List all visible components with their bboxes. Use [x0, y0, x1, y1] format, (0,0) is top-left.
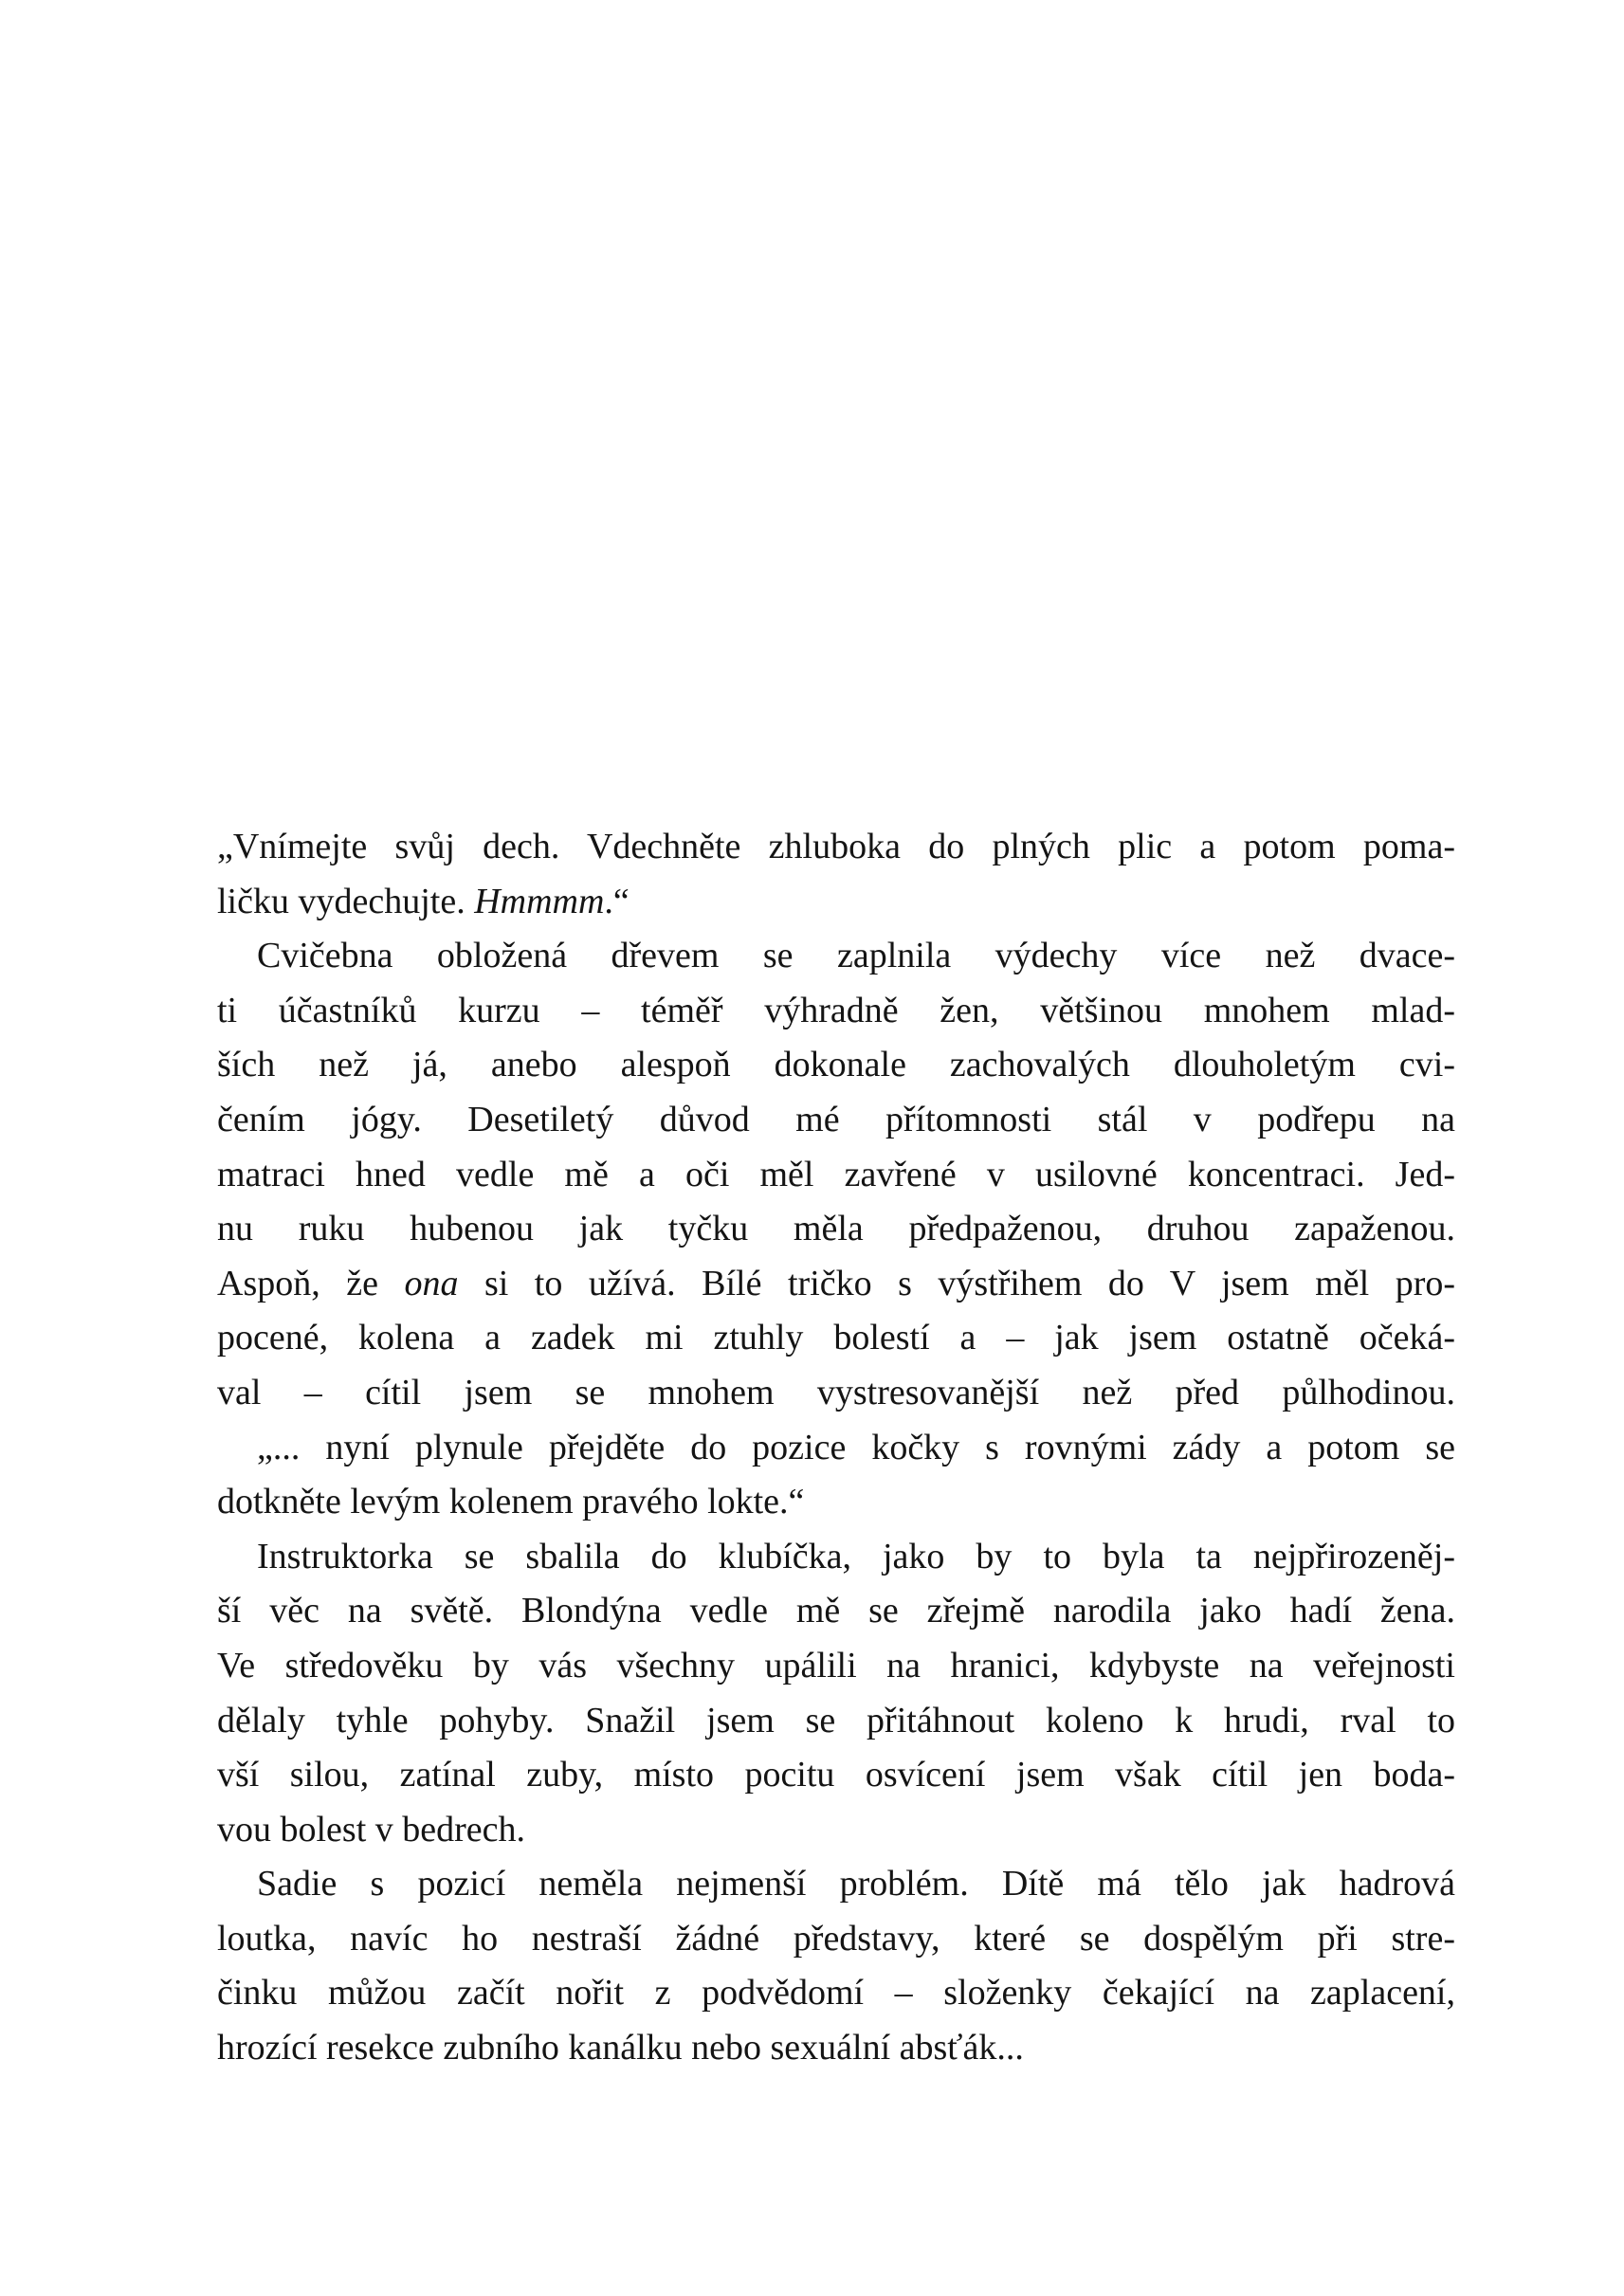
text-segment: matraci hned vedle mě a oči měl zavřené v usilovné koncentraci. Jed-	[217, 1154, 1455, 1194]
text-segment: Instruktorka se sbalila do klubíčka, jako by to byla ta nejpřirozeněj-	[257, 1536, 1455, 1576]
text-line	[217, 1038, 1455, 1093]
text-segment: vou bolest v bedrech.	[217, 1809, 526, 1850]
text-segment: val – cítil jsem se mnohem vystresovanější než před půlhodinou.	[217, 1372, 1455, 1412]
text-line	[217, 820, 1455, 875]
text-segment: „Vnímejte svůj dech. Vdechněte zhluboka do plných plic a potom poma-	[217, 827, 1455, 866]
text-line	[217, 1912, 1455, 1967]
text-line	[217, 1202, 1455, 1257]
text-segment: vší silou, zatínal zuby, místo pocitu osvícení jsem však cítil jen boda-	[217, 1755, 1455, 1795]
text-line	[217, 2021, 1455, 2076]
text-segment: ti účastníků kurzu – téměř výhradně žen, většinou mnohem mlad-	[217, 990, 1455, 1030]
text-line	[217, 1530, 1455, 1585]
text-line	[217, 1584, 1455, 1639]
text-segment: „... nyní plynule přejděte do pozice kočky s rovnými zády a potom se	[257, 1427, 1455, 1467]
text-line	[217, 1694, 1455, 1749]
paragraph	[217, 1421, 1455, 1530]
text-line	[217, 1093, 1455, 1148]
text-line	[217, 1257, 1455, 1312]
text-line	[217, 1366, 1455, 1421]
page-text	[217, 820, 1455, 2076]
italic-text-segment: Hmmmm	[474, 881, 605, 921]
text-segment: ší věc na světě. Blondýna vedle mě se zřejmě narodila jako hadí žena.	[217, 1591, 1455, 1631]
text-line	[217, 1857, 1455, 1912]
text-segment: dělaly tyhle pohyby. Snažil jsem se přitáhnout koleno k hrudi, rval to	[217, 1700, 1455, 1740]
text-segment: dotkněte levým kolenem pravého lokte.“	[217, 1482, 805, 1522]
text-segment: ličku vydechujte.	[217, 881, 475, 921]
text-line	[217, 984, 1455, 1039]
text-line	[217, 1639, 1455, 1694]
text-segment: loutka, navíc ho nestraší žádné představy, které se dospělým při stre-	[217, 1918, 1455, 1959]
text-segment: ších než já, anebo alespoň dokonale zachovalých dlouholetým cvi-	[217, 1045, 1455, 1085]
text-line	[217, 1748, 1455, 1803]
text-segment: nu ruku hubenou jak tyčku měla předpaženou, druhou zapaženou.	[217, 1209, 1455, 1249]
text-line	[217, 875, 1455, 930]
paragraph	[217, 1857, 1455, 2075]
paragraph	[217, 929, 1455, 1420]
text-segment: si to užívá. Bílé tričko s výstřihem do V jsem měl pro-	[458, 1263, 1455, 1303]
text-segment: Aspoň, že	[217, 1263, 405, 1303]
text-segment: činku můžou začít nořit z podvědomí – složenky čekající na zaplacení,	[217, 1973, 1455, 2014]
text-segment: hrozící resekce zubního kanálku nebo sexuální absťák...	[217, 2028, 1024, 2068]
text-line	[217, 1148, 1455, 1203]
text-segment: .“	[604, 881, 630, 921]
text-line	[217, 929, 1455, 984]
text-segment: Sadie s pozicí neměla nejmenší problém. Dítě má tělo jak hadrová	[257, 1864, 1455, 1904]
text-line	[217, 1421, 1455, 1476]
text-line	[217, 1803, 1455, 1858]
italic-text-segment: ona	[404, 1263, 459, 1303]
text-line	[217, 1311, 1455, 1366]
paragraph	[217, 1530, 1455, 1858]
paragraph	[217, 820, 1455, 929]
text-line	[217, 1966, 1455, 2021]
text-segment: Ve středověku by vás všechny upálili na hranici, kdybyste na veřejnosti	[217, 1645, 1455, 1686]
text-segment: čením jógy. Desetiletý důvod mé přítomnosti stál v podřepu na	[217, 1099, 1455, 1139]
text-segment: Cvičebna obložená dřevem se zaplnila výdechy více než dvace-	[257, 936, 1455, 976]
text-segment: pocené, kolena a zadek mi ztuhly bolestí a – jak jsem ostatně očeká-	[217, 1318, 1455, 1358]
text-line	[217, 1475, 1455, 1530]
